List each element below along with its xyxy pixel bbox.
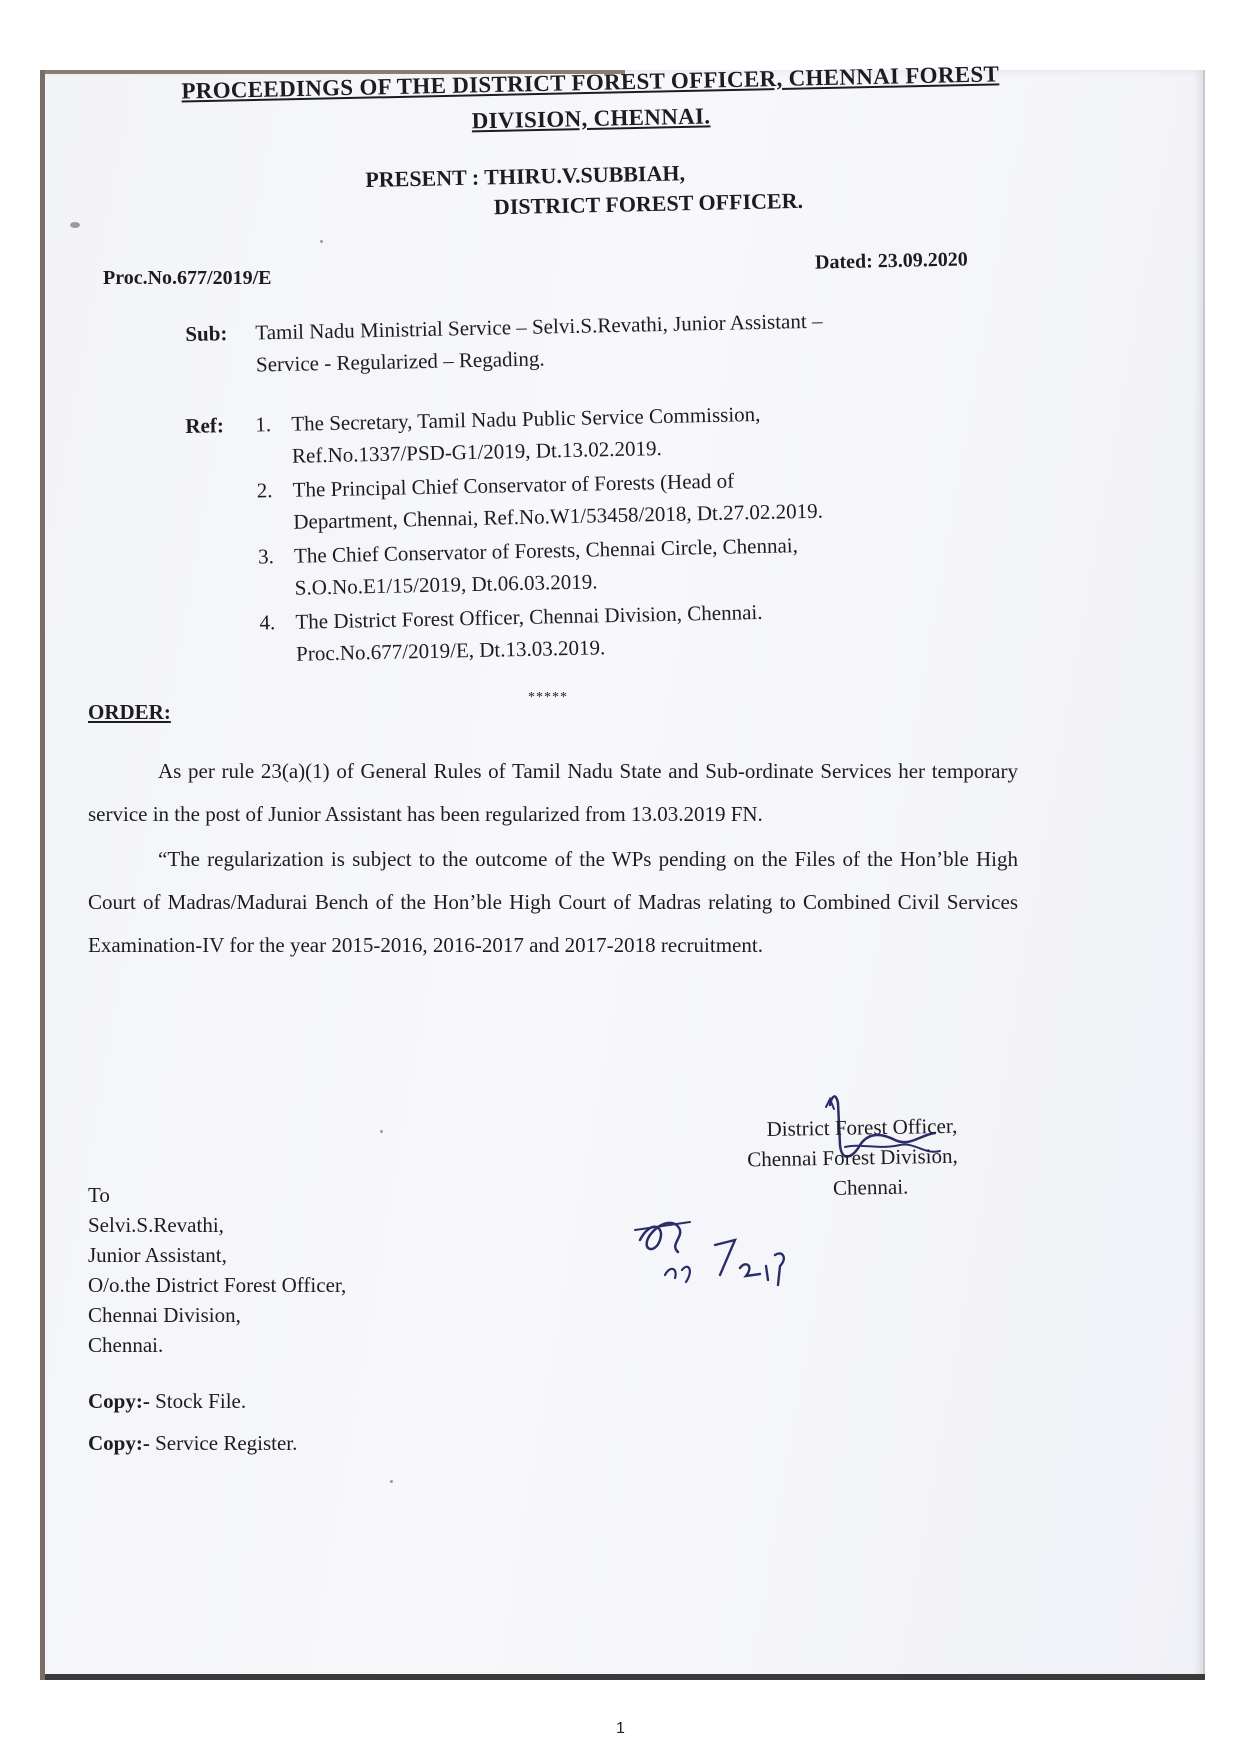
- reference-line-1: The District Forest Officer, Chennai Division, Chennai.: [295, 599, 763, 634]
- recipient-line: Selvi.S.Revathi,: [88, 1213, 224, 1237]
- signatory-block: [712, 1111, 959, 1205]
- recipient-to-label: To: [88, 1183, 110, 1207]
- scan-speck: [320, 240, 323, 243]
- reference-line-2: Department, Chennai, Ref.No.W1/53458/2018, Dt.27.02.2019.: [293, 498, 824, 534]
- copy-label: Copy:-: [88, 1389, 150, 1413]
- scan-speck: [70, 222, 80, 228]
- references-list: [255, 391, 1090, 670]
- order-paragraph-1: As per rule 23(a)(1) of General Rules of Tamil Nadu State and Sub-ordinate Services her temporary service in the post of Junior Assistant has been regularized from 13.03.2019 FN.: [88, 759, 1018, 826]
- present-block: [365, 156, 803, 225]
- scan-right-edge: [1203, 70, 1205, 1680]
- reference-line-1: The Principal Chief Conservator of Forests (Head of: [292, 468, 735, 502]
- section-separator-stars: *****: [528, 690, 568, 705]
- heading-line-1: PROCEEDINGS OF THE DISTRICT FOREST OFFICER, CHENNAI FOREST: [181, 61, 1000, 104]
- reference-number: 1.: [255, 412, 272, 437]
- reference-line-1: The Chief Conservator of Forests, Chennai Circle, Chennai,: [293, 533, 799, 568]
- page-number: 1: [616, 1720, 625, 1737]
- scan-bottom-shadow: [45, 1674, 1205, 1680]
- present-line-1: PRESENT : THIRU.V.SUBBIAH,: [365, 160, 686, 192]
- present-line-2: DISTRICT FOREST OFFICER.: [493, 187, 804, 220]
- signatory-line-2: Chennai Forest Division,: [746, 1143, 958, 1172]
- recipient-line: O/o.the District Forest Officer,: [88, 1273, 347, 1297]
- reference-line-1: The Secretary, Tamil Nadu Public Service Commission,: [291, 401, 761, 436]
- reference-number: 3.: [257, 544, 275, 569]
- scan-speck: [390, 1480, 393, 1483]
- reference-number: 4.: [259, 610, 276, 635]
- subject-label: Sub:: [185, 321, 228, 346]
- order-title: ORDER:: [88, 700, 171, 724]
- copy-block: [88, 1380, 297, 1464]
- recipient-line: Chennai Division,: [88, 1303, 241, 1327]
- copy-entry: [88, 1380, 297, 1422]
- copy-text: Service Register.: [149, 1431, 298, 1455]
- copy-entry: [88, 1422, 297, 1464]
- subject-line-1: Tamil Nadu Ministrial Service – Selvi.S.Revathi, Junior Assistant –: [255, 308, 823, 345]
- signatory-line-3: Chennai.: [832, 1174, 909, 1200]
- recipient-line: Junior Assistant,: [88, 1243, 227, 1267]
- order-body: [88, 750, 1018, 967]
- reference-number: 2.: [256, 478, 273, 503]
- references-label: Ref:: [185, 413, 225, 438]
- copy-text: Stock File.: [149, 1389, 247, 1413]
- signatory-line-1: District Forest Officer,: [766, 1113, 958, 1142]
- handwritten-initials-mark: [620, 1200, 800, 1310]
- subject-line-2: Service - Regularized – Regading.: [255, 346, 545, 377]
- reference-line-2: S.O.No.E1/15/2019, Dt.06.03.2019.: [294, 569, 598, 600]
- reference-line-2: Proc.No.677/2019/E, Dt.13.03.2019.: [295, 635, 606, 666]
- proceeding-number: Proc.No.677/2019/E: [103, 267, 272, 289]
- scan-speck: [380, 1130, 383, 1133]
- order-paragraph-2: “The regularization is subject to the outcome of the WPs pending on the Files of the Hon’ble High Court of Madras/Madurai Bench of the Hon’ble High Court of Madras relating to Combined Civil Services Examination-IV for the year 2015-2016, 2016-2017 and 2017-2018 recruitment.: [88, 847, 1018, 957]
- references-block: [185, 391, 1090, 674]
- heading-line-2: DIVISION, CHENNAI.: [471, 103, 711, 134]
- recipient-line: Chennai.: [88, 1333, 164, 1357]
- reference-line-2: Ref.No.1337/PSD-G1/2019, Dt.13.02.2019.: [291, 436, 662, 468]
- copy-label: Copy:-: [88, 1431, 150, 1455]
- recipient-block: [88, 1180, 346, 1360]
- proceeding-date: Dated: 23.09.2020: [814, 248, 968, 274]
